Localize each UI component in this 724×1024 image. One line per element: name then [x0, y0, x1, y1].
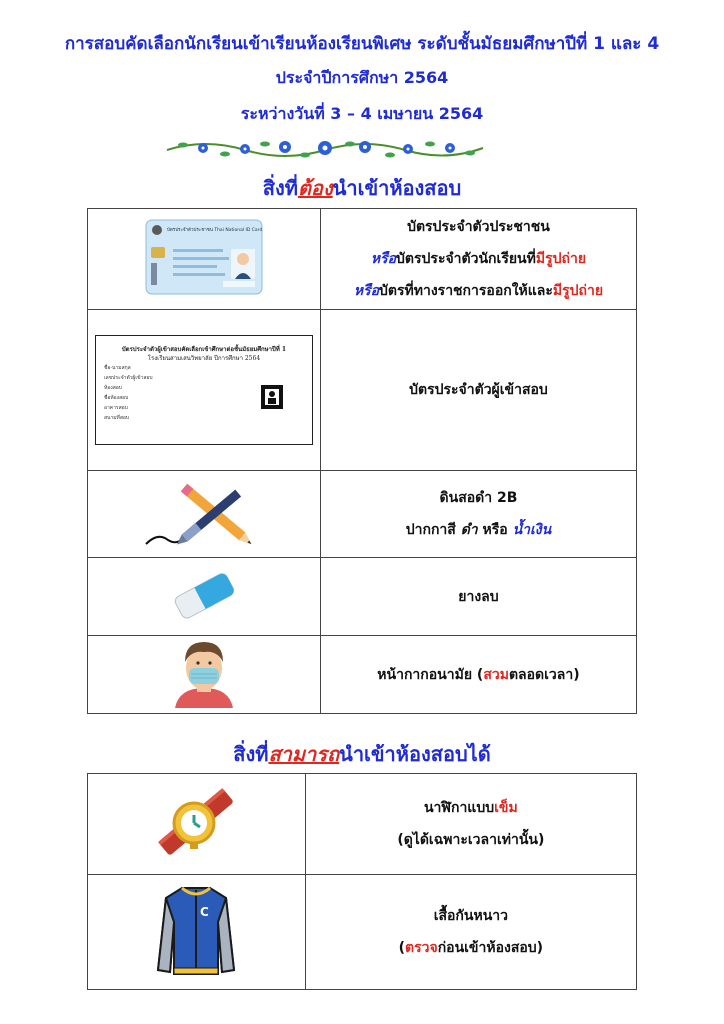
jacket-note: (ตรวจก่อนเข้าห้องสอบ) — [398, 940, 544, 956]
id-card-alt-2: หรือบัตรที่ทางราชการออกให้และมีรูปถ่าย — [353, 283, 604, 299]
jacket-image — [88, 875, 306, 990]
section1-title: สิ่งที่ต้องนำเข้าห้องสอบ — [262, 176, 462, 200]
header-line-3: ระหว่างวันที่ 3 – 4 เมษายน 2564 — [240, 104, 484, 123]
eraser-label: ยางลบ — [458, 588, 499, 605]
header-line-2: ประจำปีการศึกษา 2564 — [275, 68, 449, 87]
table-row — [88, 471, 637, 558]
table-row — [88, 875, 637, 990]
id-card-alt-1: หรือบัตรประจำตัวนักเรียนที่มีรูปถ่าย — [370, 251, 587, 267]
pencil-label: ดินสอดำ 2B — [439, 490, 518, 506]
table-row — [88, 558, 637, 636]
eraser-description — [320, 558, 636, 636]
jacket-icon — [154, 882, 238, 978]
watch-icon — [148, 777, 244, 867]
id-card-image — [88, 209, 321, 310]
watch-note: (ดูได้เฉพาะเวลาเท่านั้น) — [397, 832, 545, 848]
pen-label: ปากกาสี ดำ หรือ น้ำเงิน — [405, 522, 552, 538]
exam-card-description — [320, 310, 636, 471]
exam-card: บัตรประจำตัวผู้เข้าสอบคัดเลือกเข้าศึกษาต่อชั้นมัธยมศึกษาปีที่ 1 โรงเรียนสามเสนวิทยาลัย ปีการศึกษา 2564 ชื่อ-นามสกุล เลขประจำตัวผู้เข้าสอบ ห้องสอบ ชื่อห้องสอบ อาคารสอบ สนามที่สอบ — [95, 335, 313, 445]
pencil-pen-icon — [144, 474, 264, 550]
watch-description — [305, 774, 636, 875]
header-line-1: การสอบคัดเลือกนักเรียนเข้าเรียนห้องเรียนพิเศษ ระดับชั้นมัธยมศึกษาปีที่ 1 และ 4 — [64, 34, 660, 54]
person-photo-icon — [260, 384, 284, 410]
pencil-pen-image — [88, 471, 321, 558]
required-items-table — [87, 208, 637, 714]
id-card-icon — [145, 219, 263, 295]
jacket-label: เสื้อกันหนาว — [433, 908, 508, 924]
watch-image — [88, 774, 306, 875]
pencil-pen-description — [320, 471, 636, 558]
flower-vine-decoration — [165, 134, 485, 162]
exam-card-image — [88, 310, 321, 471]
allowed-items-table — [87, 773, 637, 990]
exam-card-label: บัตรประจำตัวผู้เข้าสอบ — [409, 382, 548, 398]
id-card-title: บัตรประจำตัวประชาชน — [407, 219, 550, 235]
table-row — [88, 310, 637, 471]
jacket-description — [305, 875, 636, 990]
table-row — [88, 209, 637, 310]
face-mask-icon — [171, 638, 237, 708]
eraser-image — [88, 558, 321, 636]
mask-label: หน้ากากอนามัย (สวมตลอดเวลา) — [377, 666, 580, 683]
svg-text:C: C — [200, 905, 210, 919]
table-row — [88, 636, 637, 714]
svg-text:บัตรประจำตัวประชาชน Thai Nati: บัตรประจำตัวประชาชน Thai National ID Card — [166, 228, 263, 233]
table-row — [88, 774, 637, 875]
mask-description — [320, 636, 636, 714]
mask-image — [88, 636, 321, 714]
eraser-icon — [169, 568, 239, 622]
id-card-description — [320, 209, 636, 310]
section2-title: สิ่งที่สามารถนำเข้าห้องสอบได้ — [233, 742, 491, 766]
watch-label: นาฬิกาแบบเข็ม — [423, 800, 518, 816]
